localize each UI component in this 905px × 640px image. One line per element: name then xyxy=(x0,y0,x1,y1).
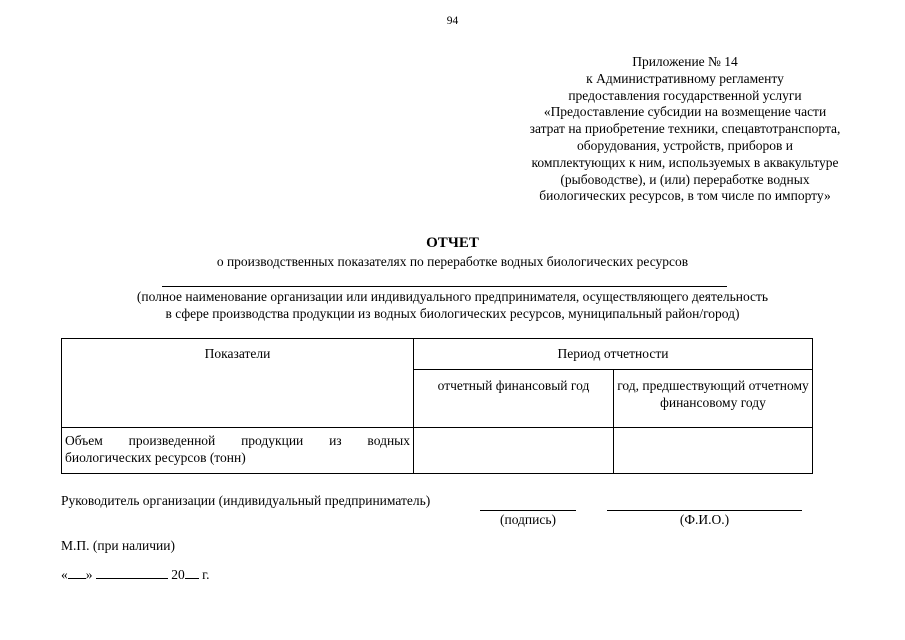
full-name-caption: (Ф.И.О.) xyxy=(679,512,730,527)
signer-label: Руководитель организации (индивидуальный предприниматель) xyxy=(61,493,431,508)
day-field[interactable] xyxy=(68,565,86,579)
header-indicators: Показатели xyxy=(62,339,414,428)
hint-line: (полное наименование организации или индивидуального предпринимателя, осуществляющего деятельность xyxy=(136,289,769,304)
stamp-label: М.П. (при наличии) xyxy=(61,538,175,553)
header-previous-year: год, предшествующий отчетному финансовому году xyxy=(614,370,813,428)
table-header-row xyxy=(62,339,813,370)
annex-line: к Административному регламенту xyxy=(586,70,784,86)
report-table xyxy=(61,338,813,474)
table-row xyxy=(62,428,813,474)
year-prefix: 20 xyxy=(171,567,185,582)
report-title: ОТЧЕТ xyxy=(426,235,479,251)
annex-line: затрат на приобретение техники, спецавтотранспорта, xyxy=(529,121,841,137)
annex-line: «Предоставление субсидии на возмещение части xyxy=(543,104,827,120)
report-subtitle: о производственных показателях по переработке водных биологических ресурсов xyxy=(216,254,689,269)
previous-year-value-cell[interactable] xyxy=(614,428,813,474)
annex-line: Приложение № 14 xyxy=(632,54,738,69)
date-close-quote: » xyxy=(85,567,93,582)
annex-line: предоставления государственной услуги xyxy=(568,87,802,103)
signature-caption: (подпись) xyxy=(499,512,557,527)
signature-field[interactable] xyxy=(480,510,576,511)
header-current-year: отчетный финансовый год xyxy=(414,370,614,428)
annex-header xyxy=(500,54,870,205)
row-label: Объем произведенной продукции из водных биологических ресурсов (тонн) xyxy=(62,428,414,474)
hint-line: в сфере производства продукции из водных биологических ресурсов, муниципальный район/город) xyxy=(165,306,740,321)
organization-name-field[interactable] xyxy=(162,286,727,287)
date-open-quote: « xyxy=(61,567,68,582)
date-line xyxy=(61,565,210,583)
annex-line: (рыбоводстве), и (или) переработке водных xyxy=(560,171,810,187)
annex-line: комплектующих к ним, используемых в аквакультуре xyxy=(531,154,839,170)
organization-name-hint xyxy=(0,288,905,322)
annex-line: биологических ресурсов, в том числе по импорту» xyxy=(539,188,831,204)
month-field[interactable] xyxy=(96,565,168,579)
header-period: Период отчетности xyxy=(414,339,813,370)
annex-line: оборудования, устройств, приборов и xyxy=(577,137,793,153)
year-suffix: г. xyxy=(202,567,210,582)
page-number: 94 xyxy=(446,15,459,27)
full-name-field[interactable] xyxy=(607,510,802,511)
current-year-value-cell[interactable] xyxy=(414,428,614,474)
year-field[interactable] xyxy=(185,565,199,579)
